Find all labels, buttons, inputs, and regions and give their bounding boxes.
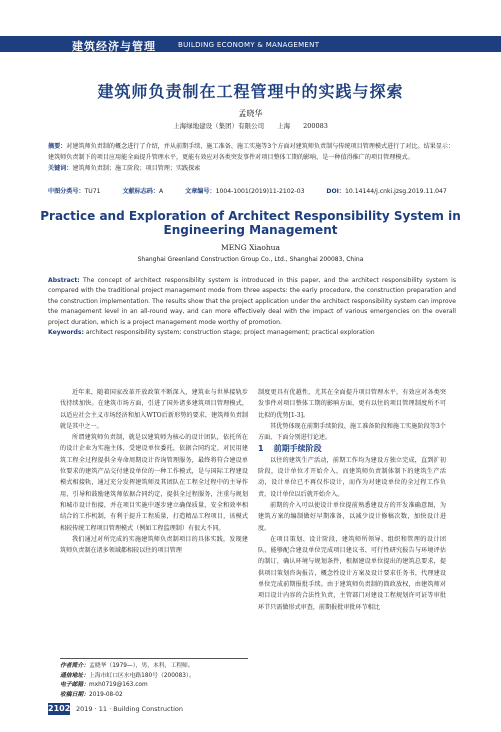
keywords-en-text: architect responsibility system; construction stage; project management; practical exploration <box>85 329 375 337</box>
footnote-author-text: 孟晓华（1979—），男，本科，工程师。 <box>89 663 194 669</box>
doi-value: 10.14144/j.cnki.jzsg.2019.11.047 <box>345 188 447 195</box>
body-paragraph: 以往的建筑生产活动，前期工作均为建设方独立完成，直到扩初阶段，设计单位才开始介入，而建筑师负责制体制下的建筑生产活动，设计单位已不再仅作设计，而作为对建设单位的全过程工作负责，设计单位以后就开始介入。 <box>258 456 446 498</box>
footnote-received-text: 2019-08-02 <box>89 691 123 698</box>
section-title: 前期手续阶段 <box>273 444 322 454</box>
clc-label: 中图分类号： <box>48 188 85 195</box>
doc-code-value: A <box>159 188 164 195</box>
clc-value: TU71 <box>84 188 101 195</box>
body-column-left <box>60 387 248 556</box>
abstract-en-label: Abstract: <box>48 277 80 284</box>
body-paragraph: 所谓建筑师负责制，就是以建筑师为核心的设计团队，依托所在的设计企业为实施主体，受建设单位委托，依据合同约定，对民用建筑工程全过程提供全寿命周期设计咨询管理服务，最终将符合建设单位要求的建筑产品交付建设单位的一种工作模式，是与国际工程建设模式相接轨，通过充分发挥建筑师及其团队在工程全过程中的主导作用，引导和鼓励建筑师依据合同约定，提供全过程服务，注重与规划和城市设计衔接，并在项目实施中逐步建立确保质量、安全和效率相结合的工作机制，有利于提升工程质量，打造精品工程项目，该模式相较传统工程项目管理模式（例如工程监理制）有很大不同。 <box>60 434 248 532</box>
article-title-zh: 建筑师负责制在工程管理中的实践与探索 <box>97 82 404 101</box>
author-en: MENG Xiaohua <box>221 243 280 252</box>
article-title-en: Practice and Exploration of Architect Responsibility System in Engineering Management <box>40 209 461 237</box>
body-paragraph: 我们通过对所完成的实施建筑师负责制项目的具体实践，发现建筑师负责制在诸多领域都相较以往的项目管理 <box>60 535 248 555</box>
abstract-en <box>48 276 456 338</box>
body-paragraph: 制度更具有优越性，尤其在全面提升项目管理水平，有效应对各类突发事件对项目整体工期的影响方面，更有以往的项目管理制度所不可比拟的优势[1-3]。 <box>258 389 446 419</box>
affiliation-zh: 上海绿地建设（集团）有限公司 上海 200083 <box>173 122 328 130</box>
section-heading-1 <box>258 443 446 454</box>
page-footer <box>0 703 501 717</box>
doi-label: DOI： <box>326 188 346 195</box>
footnote-address-label: 通信地址： <box>60 672 89 679</box>
classification-line <box>48 186 468 195</box>
keywords-zh-label: 关键词： <box>48 165 73 172</box>
abstract-zh <box>48 141 458 174</box>
body-paragraph: 其优势体现在前期手续阶段、施工准备阶段和施工实施阶段等3个方面，下面分别进行论述。 <box>258 422 446 442</box>
footnote-received-label: 收稿日期： <box>60 691 89 698</box>
body-column-right <box>258 387 446 613</box>
body-paragraph: 近年来，随着国家改革开放政策不断深入，建筑业与世界接轨步伐持续加快。在建筑市场方面，引进了国外诸多建筑项目管理模式，以适应社会主义市场经济和加入WTO后新形势的要求，建筑师负责制就是其中之一。 <box>60 389 248 430</box>
journal-name-en: BUILDING ECONOMY & MANAGEMENT <box>178 41 320 49</box>
author-footnote <box>60 662 250 700</box>
footnote-divider <box>60 658 248 659</box>
abstract-zh-text: 对建筑师负责制的概念进行了介绍，并从前期手续、施工准备、施工实施等3个方面对建筑师负责制与传统项目管理模式进行了对比。结果显示：建筑师负责制下的项目应用能全面提升管理水平，更能有效应对各类突发事件对项目整体工期的影响，是一种值得推广的项目管理模式。 <box>48 143 455 161</box>
doc-code-label: 文献标志码： <box>122 188 159 195</box>
footnote-email-label: 电子邮箱： <box>60 682 89 688</box>
footnote-address-text: 上海市虹口区水电路180号（200083）。 <box>89 672 195 679</box>
footnote-email-text: mxh0719@163.com <box>89 682 148 688</box>
abstract-zh-label: 摘要： <box>48 143 67 150</box>
affiliation-en: Shanghai Greenland Construction Group Co., Ltd., Shanghai 200083, China <box>137 256 364 263</box>
journal-name-zh: 建筑经济与管理 <box>72 40 156 53</box>
body-paragraph: 前期的介入可以使设计单位提前熟悉建设方的开发准确意图，为建筑方案的编制做好早期准备，以减少设计修稿次数，加快设计进度。 <box>258 501 446 532</box>
keywords-en-label: Keywords: <box>48 329 84 337</box>
abstract-en-text: The concept of architect responsibility system is introduced in this paper, and the architect responsibility system is compared with the traditional project management mode from three aspects: the early procedure, the construction preparation and the construction implementation. The results show that the project application under the architect responsibility system can improve the management level in an all-round way, and can more effectively deal with the impact of various emergencies on the overall project duration, which is a project management mode worthy of promotion. <box>48 277 457 326</box>
author-zh: 孟晓华 <box>238 109 263 118</box>
body-paragraph: 在项目策划、设计阶段，建筑师所领导、组织和管理的设计团队，能够配合建设单位完成项目建议书、可行性研究报告与环境评估的制订，确认环境与规划条件，根据建设单位提出的建筑总要求，提供项目策划咨询报告，概念性设计方案及设计要求任务书，代理建设单位完成前期报批手续。由于建筑师负责制的简政放权，由建筑师对项目设计内容的合法性负责，主管部门对建设工程规划许可证等审批环节只需做形式审查，前期报批审批环节相比 <box>258 535 446 611</box>
article-no-label: 文章编号： <box>185 188 216 195</box>
keywords-zh-text: 建筑师负责制；施工阶段；项目管理；实践探索 <box>72 165 201 172</box>
page-number: 2102 <box>48 704 71 713</box>
article-no-value: 1004-1001(2019)11-2102-03 <box>215 188 305 195</box>
footnote-author-label: 作者简介： <box>60 663 89 669</box>
section-number: 1 <box>258 444 264 454</box>
footer-issue-text: 2019 · 11 · Building Construction <box>76 705 184 713</box>
